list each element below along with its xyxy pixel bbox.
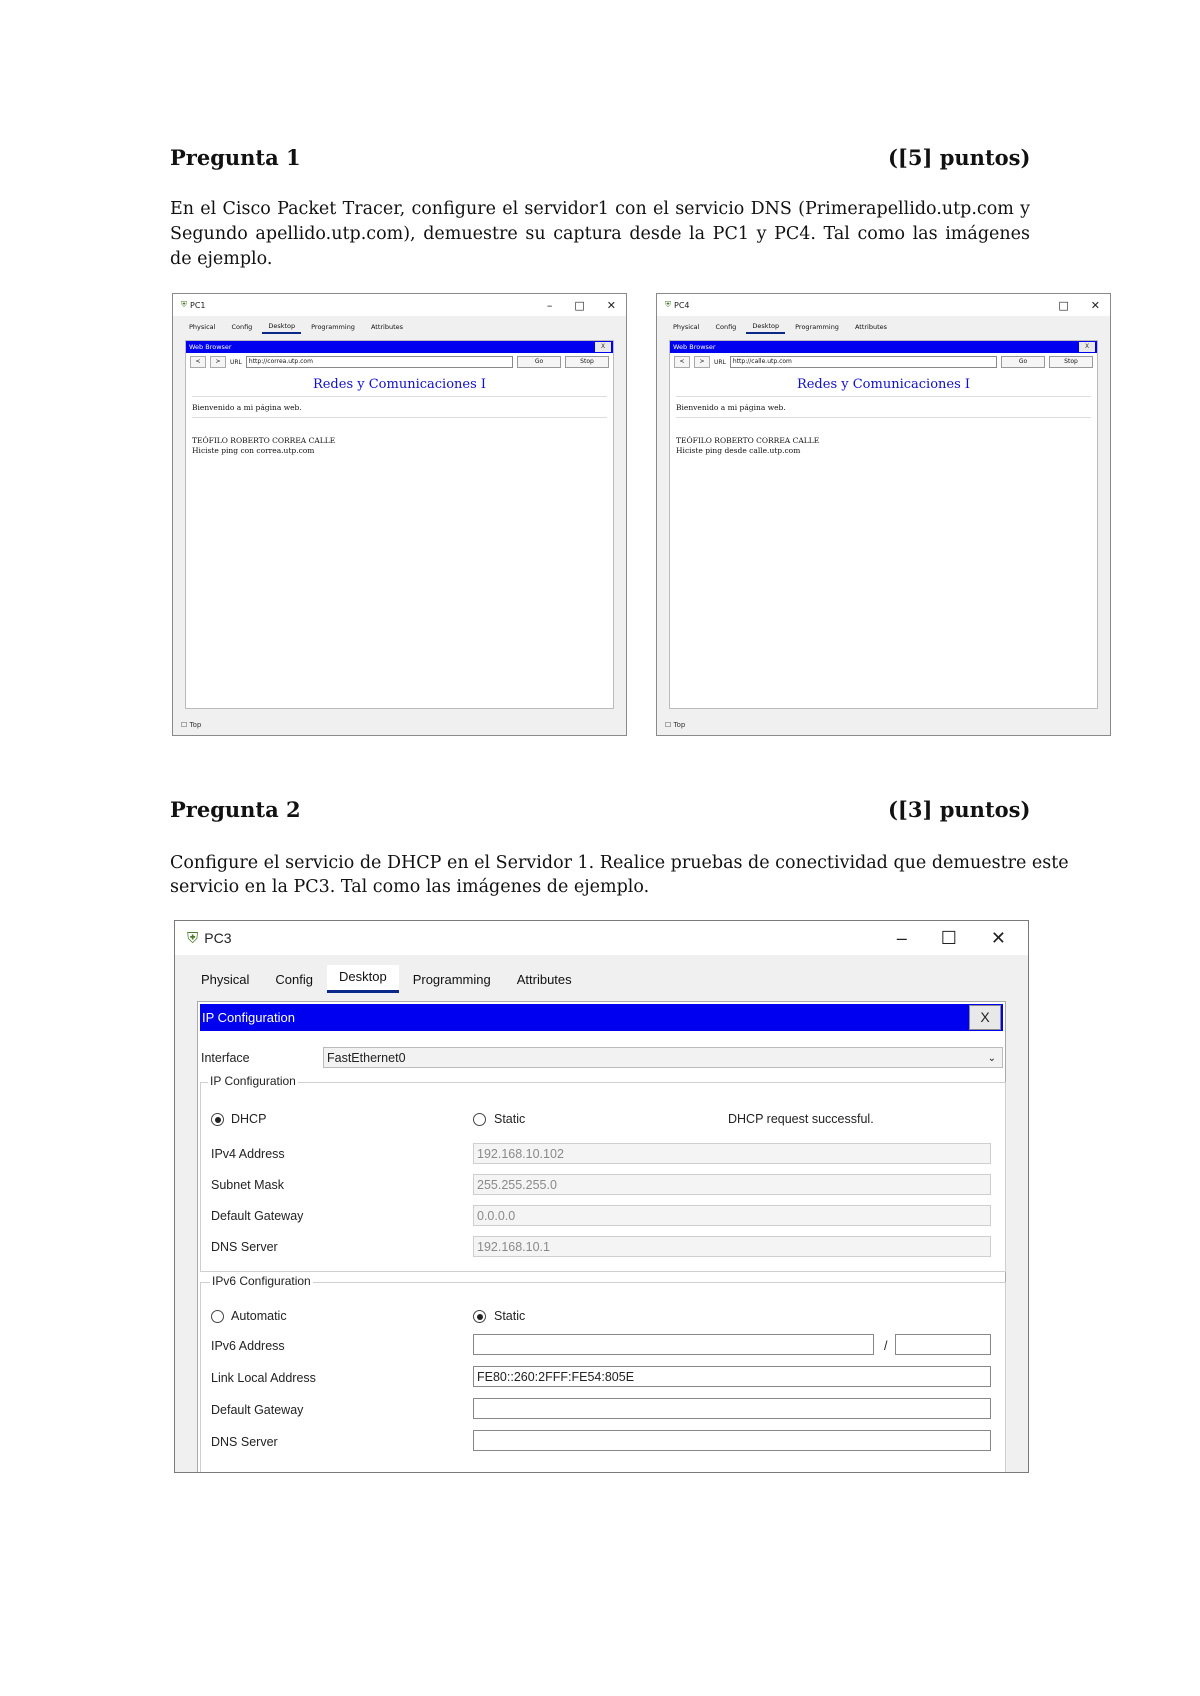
- stop-button[interactable]: Stop: [1049, 356, 1093, 368]
- url-input[interactable]: http://correa.utp.com: [246, 356, 513, 368]
- tab-physical[interactable]: Physical: [201, 972, 250, 987]
- static-ipv6-radio[interactable]: [473, 1310, 486, 1323]
- ipv4-address-field[interactable]: 192.168.10.102: [473, 1143, 991, 1164]
- url-input[interactable]: http://calle.utp.com: [730, 356, 997, 368]
- tab-config[interactable]: Config: [275, 972, 313, 987]
- subnet-mask-field[interactable]: 255.255.255.0: [473, 1174, 991, 1195]
- pc1-titlebar: [173, 294, 626, 316]
- pc4-tabs: [657, 316, 1110, 335]
- tab-programming[interactable]: Programming: [795, 323, 839, 331]
- question-1-points: ([5] puntos): [888, 145, 1031, 170]
- chevron-down-icon: ⌄: [987, 1053, 996, 1064]
- pc1-browser-panel: [185, 340, 614, 709]
- tab-physical[interactable]: Physical: [189, 323, 216, 331]
- tab-desktop[interactable]: Desktop: [327, 965, 399, 993]
- question-1-text: En el Cisco Packet Tracer, configure el servidor1 con el servicio DNS (Primerapellido.utp.com y Segundo apellido.utp.com), demuestre su captura desde la PC1 y PC4. Tal como las imágenes de ejemplo.: [170, 199, 1030, 269]
- pc4-browser-titlebar: [670, 341, 1097, 353]
- question-2-text-line-1: Configure el servicio de DHCP en el Servidor 1. Realice pruebas de conectividad que demuestre este: [170, 853, 1069, 873]
- dns-server-label: DNS Server: [211, 1240, 278, 1254]
- tab-attributes[interactable]: Attributes: [370, 323, 404, 331]
- web-page-line-1: Bienvenido a mi página web.: [192, 403, 302, 412]
- packet-tracer-icon: ⛨: [665, 300, 671, 309]
- question-2-title: Pregunta 2: [170, 797, 301, 822]
- static-radio[interactable]: [473, 1113, 486, 1126]
- dhcp-status-message: DHCP request successful.: [728, 1112, 874, 1126]
- web-page-line-3: Hiciste ping con correa.utp.com: [192, 446, 315, 455]
- back-button[interactable]: <: [190, 356, 206, 368]
- tab-programming[interactable]: Programming: [311, 323, 355, 331]
- pc3-titlebar: [175, 921, 1028, 955]
- url-label: URL: [714, 358, 726, 366]
- link-local-field[interactable]: FE80::260:2FFF:FE54:805E: [473, 1366, 991, 1387]
- tab-attributes[interactable]: Attributes: [516, 972, 572, 987]
- interface-label: Interface: [201, 1051, 250, 1065]
- subnet-mask-label: Subnet Mask: [211, 1178, 284, 1192]
- forward-button[interactable]: >: [210, 356, 226, 368]
- go-button[interactable]: Go: [517, 356, 561, 368]
- browser-close-button[interactable]: X: [595, 342, 611, 352]
- ip-config-close-button[interactable]: X: [969, 1005, 1001, 1030]
- automatic-radio[interactable]: [211, 1310, 224, 1323]
- automatic-label: Automatic: [231, 1309, 287, 1323]
- ipv4-address-label: IPv4 Address: [211, 1147, 285, 1161]
- ip-config-titlebar: [200, 1004, 1003, 1031]
- ipv6-address-field[interactable]: [473, 1334, 874, 1355]
- web-page-title: Redes y Comunicaciones I: [192, 371, 607, 397]
- default-gateway-field[interactable]: 0.0.0.0: [473, 1205, 991, 1226]
- go-button[interactable]: Go: [1001, 356, 1045, 368]
- browser-title: Web Browser: [189, 343, 232, 351]
- pc3-title: PC3: [204, 930, 232, 946]
- ipv6-prefix-field[interactable]: [895, 1334, 991, 1355]
- ipv6-group-label: IPv6 Configuration: [212, 1274, 311, 1288]
- pc4-browser-panel: [669, 340, 1098, 709]
- web-page-title: Redes y Comunicaciones I: [676, 371, 1091, 397]
- link-local-label: Link Local Address: [211, 1371, 316, 1385]
- close-button[interactable]: ✕: [990, 927, 1006, 948]
- interface-select[interactable]: [323, 1047, 1003, 1068]
- pc1-browser-titlebar: [186, 341, 613, 353]
- tab-attributes[interactable]: Attributes: [854, 323, 888, 331]
- browser-close-button[interactable]: X: [1079, 342, 1095, 352]
- dns-server-field[interactable]: 192.168.10.1: [473, 1236, 991, 1257]
- pc1-nav-row: [186, 353, 613, 371]
- ipv4-group-label: IP Configuration: [210, 1074, 296, 1088]
- pc4-titlebar: [657, 294, 1110, 316]
- tab-config[interactable]: Config: [231, 323, 253, 331]
- packet-tracer-icon: ⛨: [181, 300, 187, 309]
- minimize-button[interactable]: –: [546, 298, 553, 312]
- top-label: Top: [673, 721, 686, 729]
- web-page-line-2: TEÓFILO ROBERTO CORREA CALLE: [192, 436, 336, 445]
- ip-configuration-panel: [197, 1001, 1006, 1473]
- packet-tracer-icon: ⛨: [187, 929, 199, 947]
- interface-value: FastEthernet0: [327, 1051, 406, 1065]
- pc3-window: [174, 920, 1029, 1473]
- tab-programming[interactable]: Programming: [412, 972, 491, 987]
- back-button[interactable]: <: [674, 356, 690, 368]
- maximize-button[interactable]: ☐: [940, 927, 957, 948]
- top-label: Top: [189, 721, 202, 729]
- default-gateway-label: Default Gateway: [211, 1209, 304, 1223]
- question-1-title: Pregunta 1: [170, 145, 301, 170]
- tab-config[interactable]: Config: [715, 323, 737, 331]
- minimize-button[interactable]: –: [896, 927, 907, 948]
- tab-desktop[interactable]: Desktop: [262, 320, 301, 334]
- question-2-points: ([3] puntos): [888, 797, 1031, 822]
- dhcp-radio[interactable]: [211, 1113, 224, 1126]
- ipv6-address-label: IPv6 Address: [211, 1339, 285, 1353]
- url-label: URL: [230, 358, 242, 366]
- top-checkbox[interactable]: ☐ Top: [665, 721, 686, 729]
- pc1-title: PC1: [190, 300, 206, 310]
- ip-config-title: IP Configuration: [202, 1010, 295, 1025]
- maximize-button[interactable]: □: [574, 298, 585, 312]
- pc3-tabs: [175, 955, 1028, 993]
- web-page-line-1: Bienvenido a mi página web.: [676, 403, 786, 412]
- tab-desktop[interactable]: Desktop: [746, 320, 785, 334]
- top-checkbox[interactable]: ☐ Top: [181, 721, 202, 729]
- web-page-line-3: Hiciste ping desde calle.utp.com: [676, 446, 801, 455]
- pc1-window: [172, 293, 627, 736]
- question-2-text-line-2: servicio en la PC3. Tal como las imágenes de ejemplo.: [170, 877, 650, 897]
- ipv6-dns-server-field[interactable]: [473, 1430, 991, 1451]
- divider: [676, 417, 1091, 418]
- divider: [192, 417, 607, 418]
- static-label: Static: [494, 1112, 526, 1126]
- ipv6-default-gateway-label: Default Gateway: [211, 1403, 304, 1417]
- forward-button[interactable]: >: [694, 356, 710, 368]
- close-button[interactable]: ✕: [606, 298, 616, 312]
- dhcp-label: DHCP: [231, 1112, 267, 1126]
- pc4-nav-row: [670, 353, 1097, 371]
- close-button[interactable]: ✕: [1090, 298, 1100, 312]
- prefix-separator: /: [884, 1339, 888, 1353]
- pc4-title: PC4: [674, 300, 690, 310]
- maximize-button[interactable]: □: [1058, 298, 1069, 312]
- pc4-window: [656, 293, 1111, 736]
- ipv6-default-gateway-field[interactable]: [473, 1398, 991, 1419]
- tab-physical[interactable]: Physical: [673, 323, 700, 331]
- web-page-line-2: TEÓFILO ROBERTO CORREA CALLE: [676, 436, 820, 445]
- static-ipv6-label: Static: [494, 1309, 526, 1323]
- browser-title: Web Browser: [673, 343, 716, 351]
- stop-button[interactable]: Stop: [565, 356, 609, 368]
- pc1-tabs: [173, 316, 626, 335]
- ipv6-dns-server-label: DNS Server: [211, 1435, 278, 1449]
